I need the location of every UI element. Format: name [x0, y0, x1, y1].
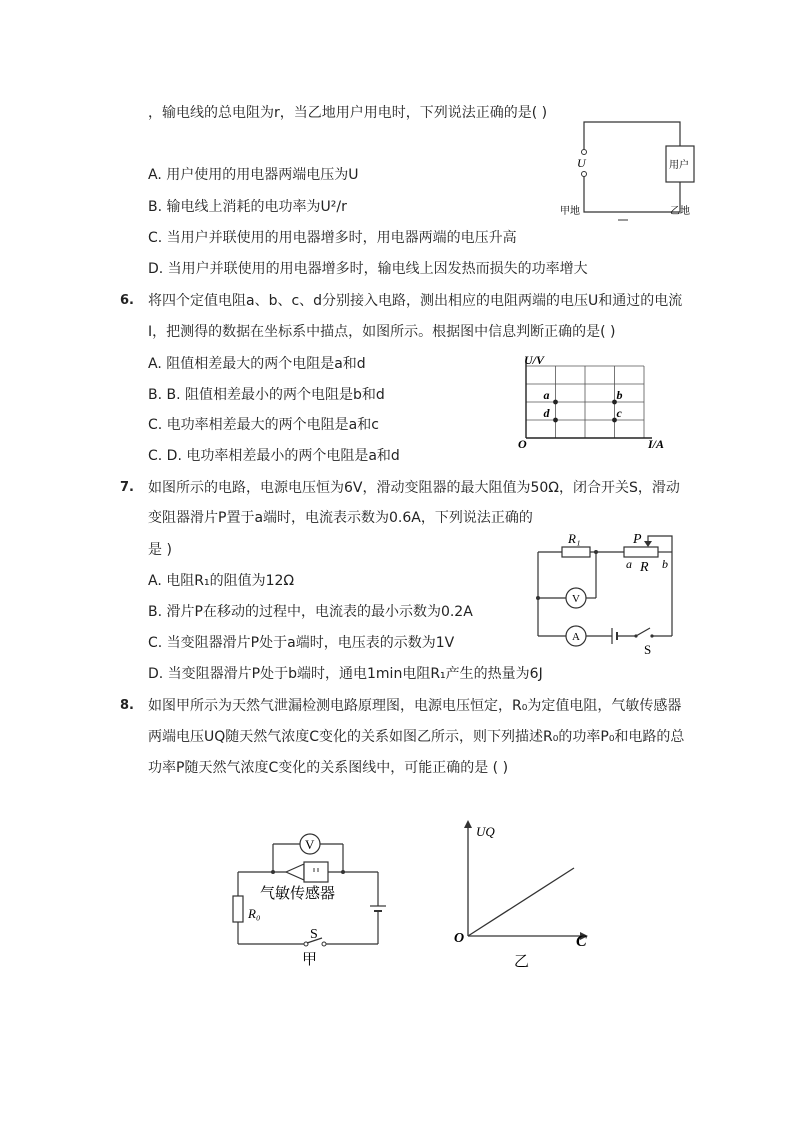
q8-stem-line2: 两端电压UQ随天然气浓度C变化的关系如图乙所示，则下列描述R₀的功率P₀和电路的总 — [148, 729, 685, 745]
data-point-a — [553, 400, 558, 405]
q5-option-a: A. 用户使用的用电器两端电压为U — [148, 167, 359, 183]
voltmeter-label: V — [572, 593, 580, 605]
q5-option-c: C. 当用户并联使用的用电器增多时，用电器两端的电压升高 — [148, 230, 517, 246]
q7-stem-line3: 是 ) — [148, 542, 172, 558]
q7-option-d: D. 当变阻器滑片P处于b端时，通电1min电阻R₁产生的热量为6J — [148, 666, 543, 682]
q8-circuit-jia — [228, 826, 393, 971]
sensor-label: 气敏传感器 — [260, 886, 336, 902]
q6-option-c: C. 电功率相差最大的两个电阻是a和c — [148, 417, 379, 433]
data-point-label-d: d — [543, 406, 550, 420]
chart-ylabel: U/V — [524, 353, 545, 367]
q6-scatter-chart — [512, 350, 682, 455]
q5-from-label: 甲地 — [560, 206, 580, 217]
q7-option-c: C. 当变阻器滑片P处于a端时，电压表的示数为1V — [148, 635, 455, 651]
data-point-label-b: b — [616, 388, 623, 402]
q7-p-label: P — [633, 532, 642, 547]
q8-number: 8. — [120, 698, 134, 713]
q6-stem-line2: I，把测得的数据在坐标系中描点，如图所示。根据图中信息判断正确的是( ) — [148, 324, 616, 340]
q8-graph-yi — [452, 818, 602, 968]
q7-r1-label: R₁ — [568, 531, 581, 546]
q7-option-a: A. 电阻R₁的阻值为12Ω — [148, 573, 295, 589]
q8-stem-line1: 如图甲所示为天然气泄漏检测电路原理图，电源电压恒定，R₀为定值电阻，气敏传感器 — [148, 698, 682, 714]
q6-option-b: B. B. 阻值相差最小的两个电阻是b和d — [148, 387, 385, 403]
q7-a-label: a — [626, 557, 632, 571]
q7-stem-line1: 如图所示的电路，电源电压恒为6V，滑动变阻器的最大阻值为50Ω，闭合开关S，滑动 — [148, 480, 680, 496]
q5-stem: ，输电线的总电阻为r，当乙地用户用电时，下列说法正确的是( ) — [148, 105, 548, 121]
q5-circuit-figure — [560, 112, 710, 222]
q6-number: 6. — [120, 293, 134, 308]
q8-switch-label: S — [310, 927, 318, 942]
q5-to-label: 乙地 — [670, 206, 690, 217]
q7-r-label: R — [640, 560, 649, 575]
data-point-d — [553, 418, 558, 423]
q6-option-a: A. 阻值相差最大的两个电阻是a和d — [148, 356, 366, 372]
ammeter-label: A — [572, 631, 580, 643]
q5-voltage-label: U — [577, 156, 586, 170]
q7-stem-line2: 变阻器滑片P置于a端时，电流表示数为0.6A，下列说法正确的 — [148, 510, 533, 526]
q7-switch-label: S — [644, 642, 652, 657]
yi-y-axis-label: UQ — [476, 824, 495, 839]
q8-stem-line3: 功率P随天然气浓度C变化的关系图线中，可能正确的是 ( ) — [148, 760, 509, 776]
chart-xlabel: I/A — [648, 437, 665, 451]
q7-number: 7. — [120, 480, 134, 495]
caption-yi: 乙 — [514, 954, 530, 970]
data-point-label-a: a — [543, 388, 550, 402]
chart-origin: O — [518, 437, 527, 451]
q7-option-b: B. 滑片P在移动的过程中，电流表的最小示数为0.2A — [148, 604, 473, 620]
r0-label: R₀ — [248, 906, 261, 921]
q7-b-label: b — [662, 557, 668, 571]
q5-load-label: 用户 — [669, 160, 689, 171]
q6-stem-line1: 将四个定值电阻a、b、c、d分别接入电路，测出相应的电阻两端的电压U和通过的电流 — [148, 293, 683, 309]
q7-circuit-figure — [530, 528, 680, 656]
yi-origin-label: O — [454, 931, 465, 946]
yi-x-axis-label: C — [576, 933, 587, 950]
q8-voltmeter-label: V — [305, 837, 315, 852]
q6-option-d: C. D. 电功率相差最小的两个电阻是a和d — [148, 448, 400, 464]
caption-jia: 甲 — [302, 952, 318, 968]
q5-option-d: D. 当用户并联使用的用电器增多时，输电线上因发热而损失的功率增大 — [148, 261, 588, 277]
data-point-label-c: c — [616, 406, 622, 420]
q5-option-b: B. 输电线上消耗的电功率为U²/r — [148, 199, 347, 215]
